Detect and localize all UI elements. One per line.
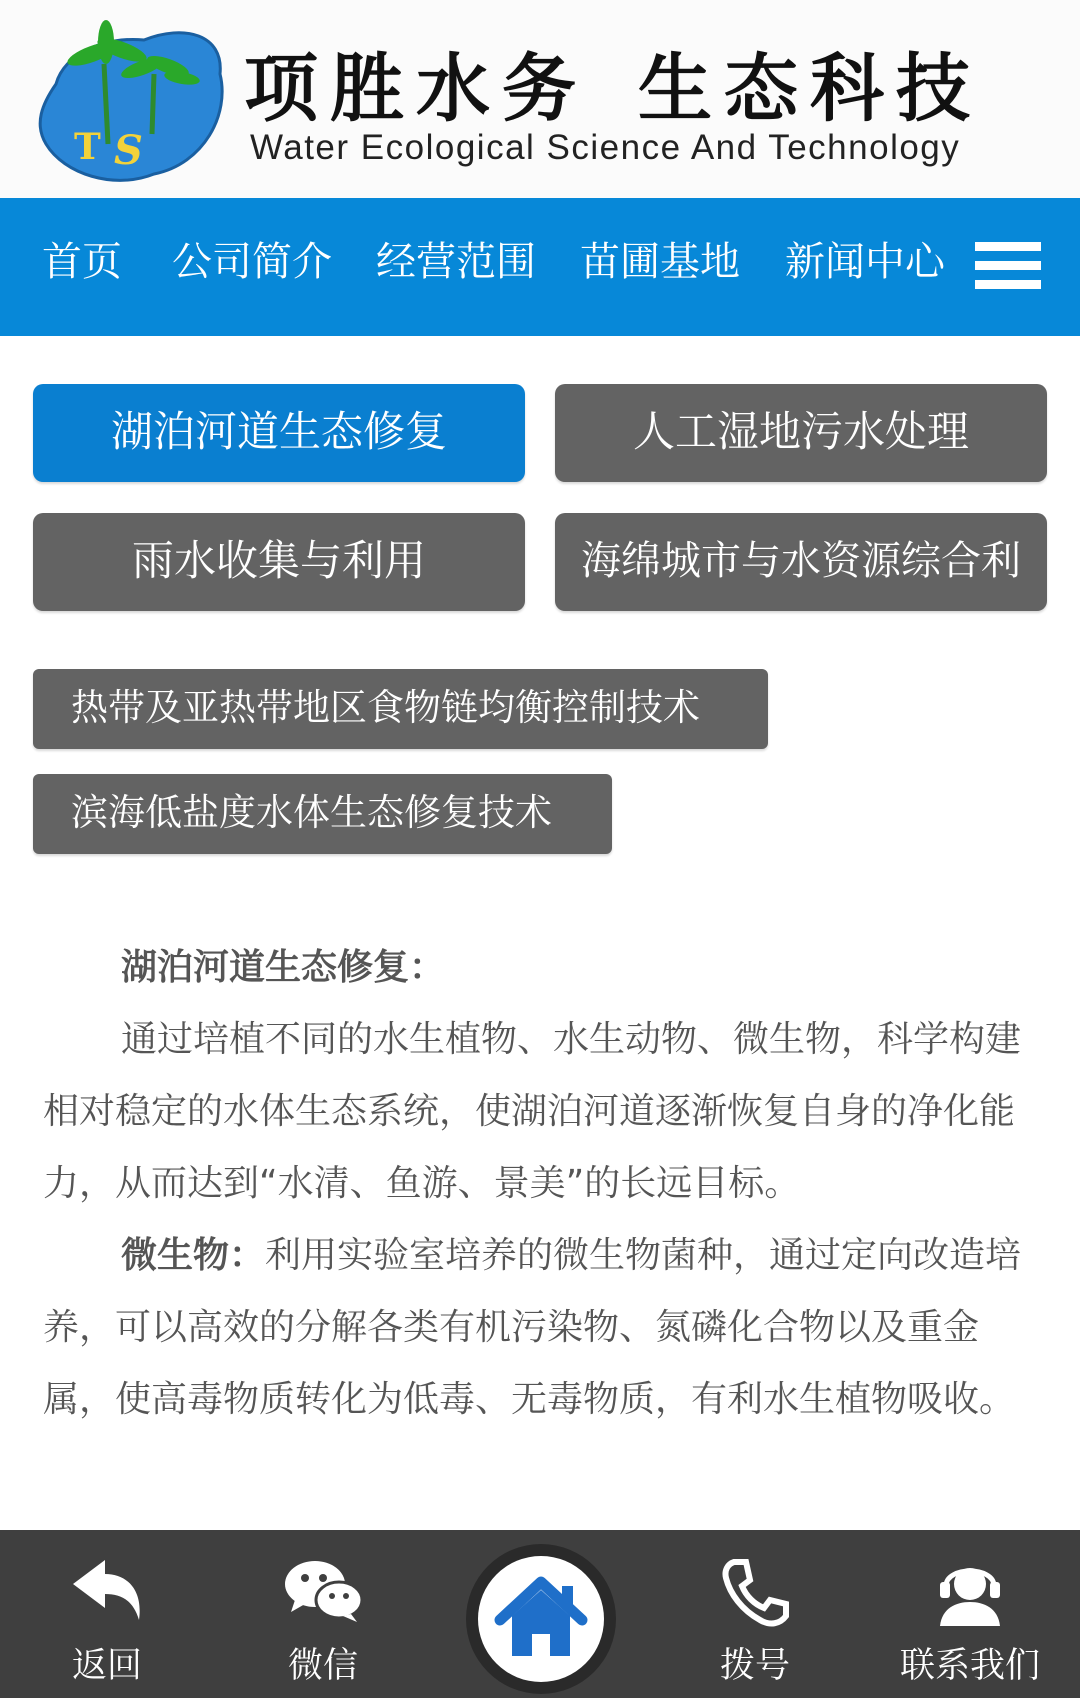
paragraph-text: 利用实验室培养的微生物菌种，通过定向改造培养，可以高效的分解各类有机污染物、氮磷化合物以及重金属，使高毒物质转化为低毒、无毒物质，有利水生植物吸收。 xyxy=(43,1235,1022,1420)
brand-chinese xyxy=(244,30,982,136)
article-paragraph: 通过培植不同的水生植物、水生动物、微生物，科学构建相对稳定的水体生态系统，使湖泊河道逐渐恢复自身的净化能力，从而达到“水清、鱼游、景美”的长远目标。 xyxy=(43,1019,1022,1204)
back-button[interactable] xyxy=(17,1530,197,1698)
contact-label: 联系我们 xyxy=(899,1646,1040,1686)
site-header xyxy=(0,0,1080,198)
article-heading: 湖泊河道生态修复： xyxy=(121,947,446,988)
dial-label: 拨号 xyxy=(719,1646,790,1686)
brand-name-part2: 生态科技 xyxy=(638,46,982,132)
wechat-label: 微信 xyxy=(287,1646,358,1686)
headset-icon xyxy=(934,1558,1006,1628)
hamburger-icon[interactable] xyxy=(975,242,1041,290)
main-nav xyxy=(0,198,1080,336)
nav-item-news[interactable]: 新闻中心 xyxy=(785,239,945,285)
article-content xyxy=(43,932,1023,1436)
home-button[interactable] xyxy=(466,1544,616,1694)
brand-name-part1: 项胜水务 xyxy=(244,46,588,132)
brand-english: Water Ecological Science And Technology xyxy=(250,128,961,167)
logo-icon[interactable] xyxy=(34,14,234,186)
svg-text:T: T xyxy=(74,126,101,168)
wechat-button[interactable] xyxy=(233,1530,413,1698)
wechat-icon xyxy=(283,1558,363,1624)
svg-text:S: S xyxy=(114,127,143,174)
dial-button[interactable] xyxy=(665,1530,845,1698)
nav-item-nursery[interactable]: 苗圃基地 xyxy=(580,239,740,285)
nav-item-about[interactable]: 公司简介 xyxy=(172,239,332,285)
back-arrow-icon xyxy=(69,1558,145,1622)
tab-food-chain-control[interactable]: 热带及亚热带地区食物链均衡控制技术 xyxy=(33,669,768,749)
tab-rainwater-harvesting[interactable]: 雨水收集与利用 xyxy=(33,513,525,611)
tab-lake-river-restoration[interactable]: 湖泊河道生态修复 xyxy=(33,384,525,482)
tab-coastal-restoration[interactable]: 滨海低盐度水体生态修复技术 xyxy=(33,774,612,854)
phone-icon xyxy=(720,1558,790,1628)
nav-item-business-scope[interactable]: 经营范围 xyxy=(376,239,536,285)
home-button-inner xyxy=(478,1556,604,1682)
tab-sponge-city[interactable]: 海绵城市与水资源综合利 xyxy=(555,513,1047,611)
home-icon xyxy=(478,1556,604,1682)
back-label: 返回 xyxy=(71,1646,142,1686)
contact-button[interactable] xyxy=(880,1530,1060,1698)
tab-constructed-wetland[interactable]: 人工湿地污水处理 xyxy=(555,384,1047,482)
nav-item-home[interactable]: 首页 xyxy=(42,239,122,285)
paragraph-label: 微生物： xyxy=(121,1235,266,1276)
article-paragraph-2 xyxy=(43,1220,1023,1436)
